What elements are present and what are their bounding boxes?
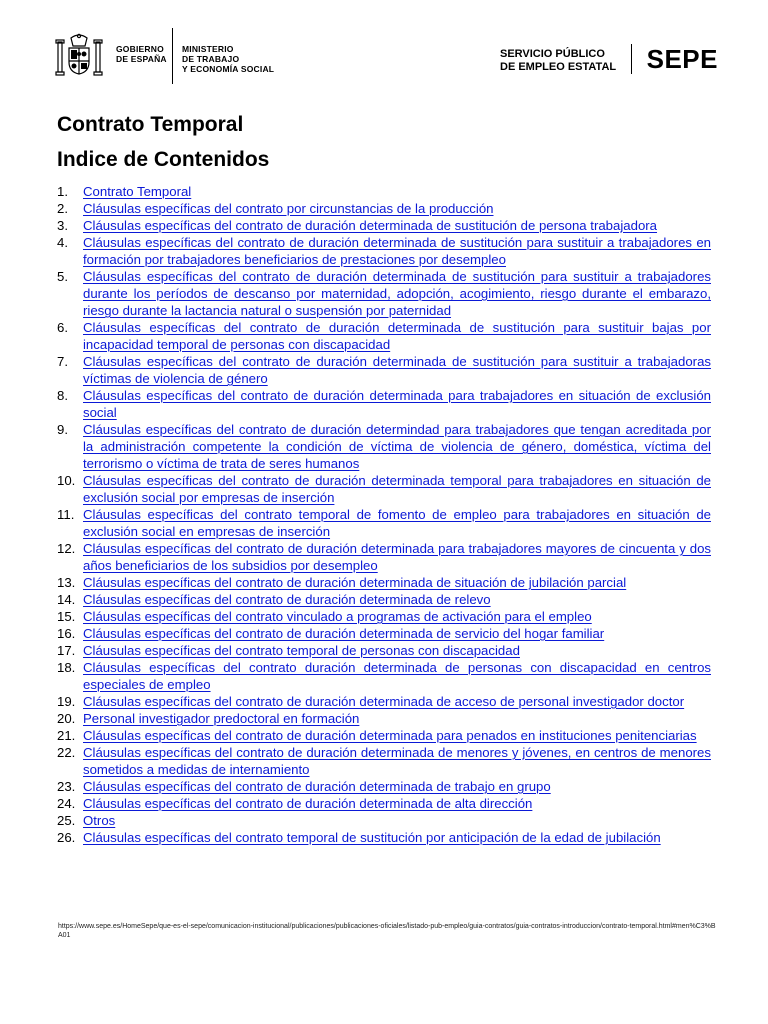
toc-item-number: 6. — [57, 320, 68, 335]
toc-item-number: 22. — [57, 745, 76, 760]
toc-item — [57, 727, 711, 744]
toc-item-number: 15. — [57, 609, 76, 624]
toc-item-link[interactable]: Cláusulas específicas del contrato de duración determinada para trabajadores mayores de cincuenta y dos años beneficiarios de los subsidios por desempleo — [83, 541, 711, 573]
toc-item — [57, 608, 711, 625]
toc-item-number: 3. — [57, 218, 68, 233]
toc-item — [57, 829, 711, 846]
toc-item-link[interactable]: Cláusulas específicas del contrato de duración determinada de situación de jubilación parcial — [83, 575, 627, 590]
toc-item-link[interactable]: Cláusulas específicas del contrato de duración determindad para trabajadores que tengan acreditada por la administración competente la condición de víctima de violencia de género, doméstica, víctima del terrorismo o víctima de trata de seres humanos — [83, 422, 711, 471]
toc-item — [57, 642, 711, 659]
toc-item-link[interactable]: Cláusulas específicas del contrato de duración determinada de sustitución para sustituir a trabajadoras víctimas de violencia de género — [83, 354, 711, 386]
toc-item — [57, 234, 711, 268]
toc-item-number: 8. — [57, 388, 68, 403]
toc-item-number: 2. — [57, 201, 68, 216]
toc-item-number: 9. — [57, 422, 68, 437]
sepe-logo — [498, 42, 718, 76]
government-label: GOBIERNO DE ESPAÑA — [116, 44, 167, 64]
toc-item-number: 19. — [57, 694, 76, 709]
page-title: Contrato Temporal — [57, 113, 244, 136]
toc-item — [57, 795, 711, 812]
toc-item-link[interactable]: Cláusulas específicas del contrato de duración determinada de sustitución para sustituir bajas por incapacidad temporal de personas con discapacidad — [83, 320, 711, 352]
toc-item-number: 12. — [57, 541, 76, 556]
sepe-divider — [631, 44, 633, 74]
toc-item-number: 13. — [57, 575, 76, 590]
toc-item — [57, 710, 711, 727]
toc-item — [57, 744, 711, 778]
toc-item — [57, 268, 711, 319]
toc-item — [57, 812, 711, 829]
toc-item — [57, 693, 711, 710]
toc-item-link[interactable]: Cláusulas específicas del contrato temporal de sustitución por anticipación de la edad de jubilación — [83, 830, 661, 845]
toc-item — [57, 574, 711, 591]
toc-item-number: 24. — [57, 796, 76, 811]
source-url: https://www.sepe.es/HomeSepe/que-es-el-sepe/comunicacion-institucional/publicaciones/publicaciones-oficiales/listado-pub-empleo/guia-contratos/guia-contratos-introduccion/contrato-temporal.html#men%C3%BA01 — [58, 923, 716, 939]
table-of-contents — [57, 183, 711, 846]
toc-item-number: 25. — [57, 813, 76, 828]
toc-item-link[interactable]: Otros — [83, 813, 116, 828]
toc-item-link[interactable]: Cláusulas específicas del contrato duración determinada de personas con discapacidad en centros especiales de empleo — [83, 660, 711, 692]
toc-item-number: 14. — [57, 592, 76, 607]
toc-item — [57, 540, 711, 574]
toc-item — [57, 353, 711, 387]
toc-item — [57, 778, 711, 795]
toc-item — [57, 421, 711, 472]
toc-item-number: 1. — [57, 184, 68, 199]
toc-item-number: 4. — [57, 235, 68, 250]
toc-item-number: 26. — [57, 830, 76, 845]
toc-item — [57, 387, 711, 421]
toc-item-link[interactable]: Cláusulas específicas del contrato vinculado a programas de activación para el empleo — [83, 609, 592, 624]
toc-item — [57, 591, 711, 608]
toc-item — [57, 625, 711, 642]
toc-item-link[interactable]: Cláusulas específicas del contrato de duración determinada de acceso de personal investigador doctor — [83, 694, 685, 709]
toc-item-link[interactable]: Cláusulas específicas del contrato de duración determinada para trabajadores en situación de exclusión social — [83, 388, 711, 420]
toc-item-number: 10. — [57, 473, 76, 488]
toc-item — [57, 217, 711, 234]
toc-item-link[interactable]: Cláusulas específicas del contrato de duración determinada de sustitución para sustituir a trabajadores en formación por trabajadores beneficiarios de prestaciones por desempleo — [83, 235, 711, 267]
toc-item — [57, 200, 711, 217]
toc-item — [57, 472, 711, 506]
toc-item-link[interactable]: Cláusulas específicas del contrato de duración determinada de trabajo en grupo — [83, 779, 551, 794]
sepe-full-name: SERVICIO PÚBLICO DE EMPLEO ESTATAL — [500, 48, 617, 73]
toc-item-link[interactable]: Cláusulas específicas del contrato temporal de personas con discapacidad — [83, 643, 520, 658]
toc-item-number: 16. — [57, 626, 76, 641]
toc-item-number: 21. — [57, 728, 76, 743]
sepe-brand: SEPE — [646, 44, 718, 74]
toc-item — [57, 506, 711, 540]
toc-item — [57, 183, 711, 200]
toc-item-link[interactable]: Cláusulas específicas del contrato de duración determinada de menores y jóvenes, en centros de menores sometidos a medidas de internamiento — [83, 745, 711, 777]
toc-item-number: 20. — [57, 711, 76, 726]
toc-item-link[interactable]: Personal investigador predoctoral en formación — [83, 711, 360, 726]
header-divider — [172, 28, 173, 84]
toc-item-number: 7. — [57, 354, 68, 369]
toc-item-link[interactable]: Cláusulas específicas del contrato de duración determinada de relevo — [83, 592, 491, 607]
toc-item-number: 5. — [57, 269, 68, 284]
page-header — [54, 28, 724, 84]
toc-item-link[interactable]: Cláusulas específicas del contrato de duración determinada temporal para trabajadores en situación de exclusión social por empresas de inserción — [83, 473, 711, 505]
toc-item-number: 11. — [57, 507, 75, 522]
toc-item-link[interactable]: Cláusulas específicas del contrato de duración determinada de sustitución de persona trabajadora — [83, 218, 658, 233]
toc-item-number: 23. — [57, 779, 76, 794]
toc-item — [57, 319, 711, 353]
toc-item-number: 18. — [57, 660, 76, 675]
toc-item — [57, 659, 711, 693]
toc-item-link[interactable]: Cláusulas específicas del contrato de duración determinada para penados en instituciones penitenciarias — [83, 728, 697, 743]
spain-coat-of-arms-icon — [54, 32, 104, 80]
toc-item-link[interactable]: Cláusulas específicas del contrato por circunstancias de la producción — [83, 201, 494, 216]
toc-item-number: 17. — [57, 643, 76, 658]
toc-item-link[interactable]: Cláusulas específicas del contrato de duración determinada de servicio del hogar familiar — [83, 626, 605, 641]
toc-item-link[interactable]: Cláusulas específicas del contrato temporal de fomento de empleo para trabajadores en situación de exclusión social en empresas de inserción — [83, 507, 711, 539]
toc-heading: Indice de Contenidos — [57, 148, 270, 171]
ministry-label: MINISTERIO DE TRABAJO Y ECONOMÍA SOCIAL — [182, 44, 275, 74]
toc-item-link[interactable]: Cláusulas específicas del contrato de duración determinada de alta dirección — [83, 796, 533, 811]
toc-item-link[interactable]: Cláusulas específicas del contrato de duración determinada de sustitución para sustituir a trabajadores durante los períodos de descanso por maternidad, adopción, acogimiento, riesgo durante el embarazo, riesgo durante la lactancia natural o suspensión por paternidad — [83, 269, 711, 318]
toc-item-link[interactable]: Contrato Temporal — [83, 184, 192, 199]
